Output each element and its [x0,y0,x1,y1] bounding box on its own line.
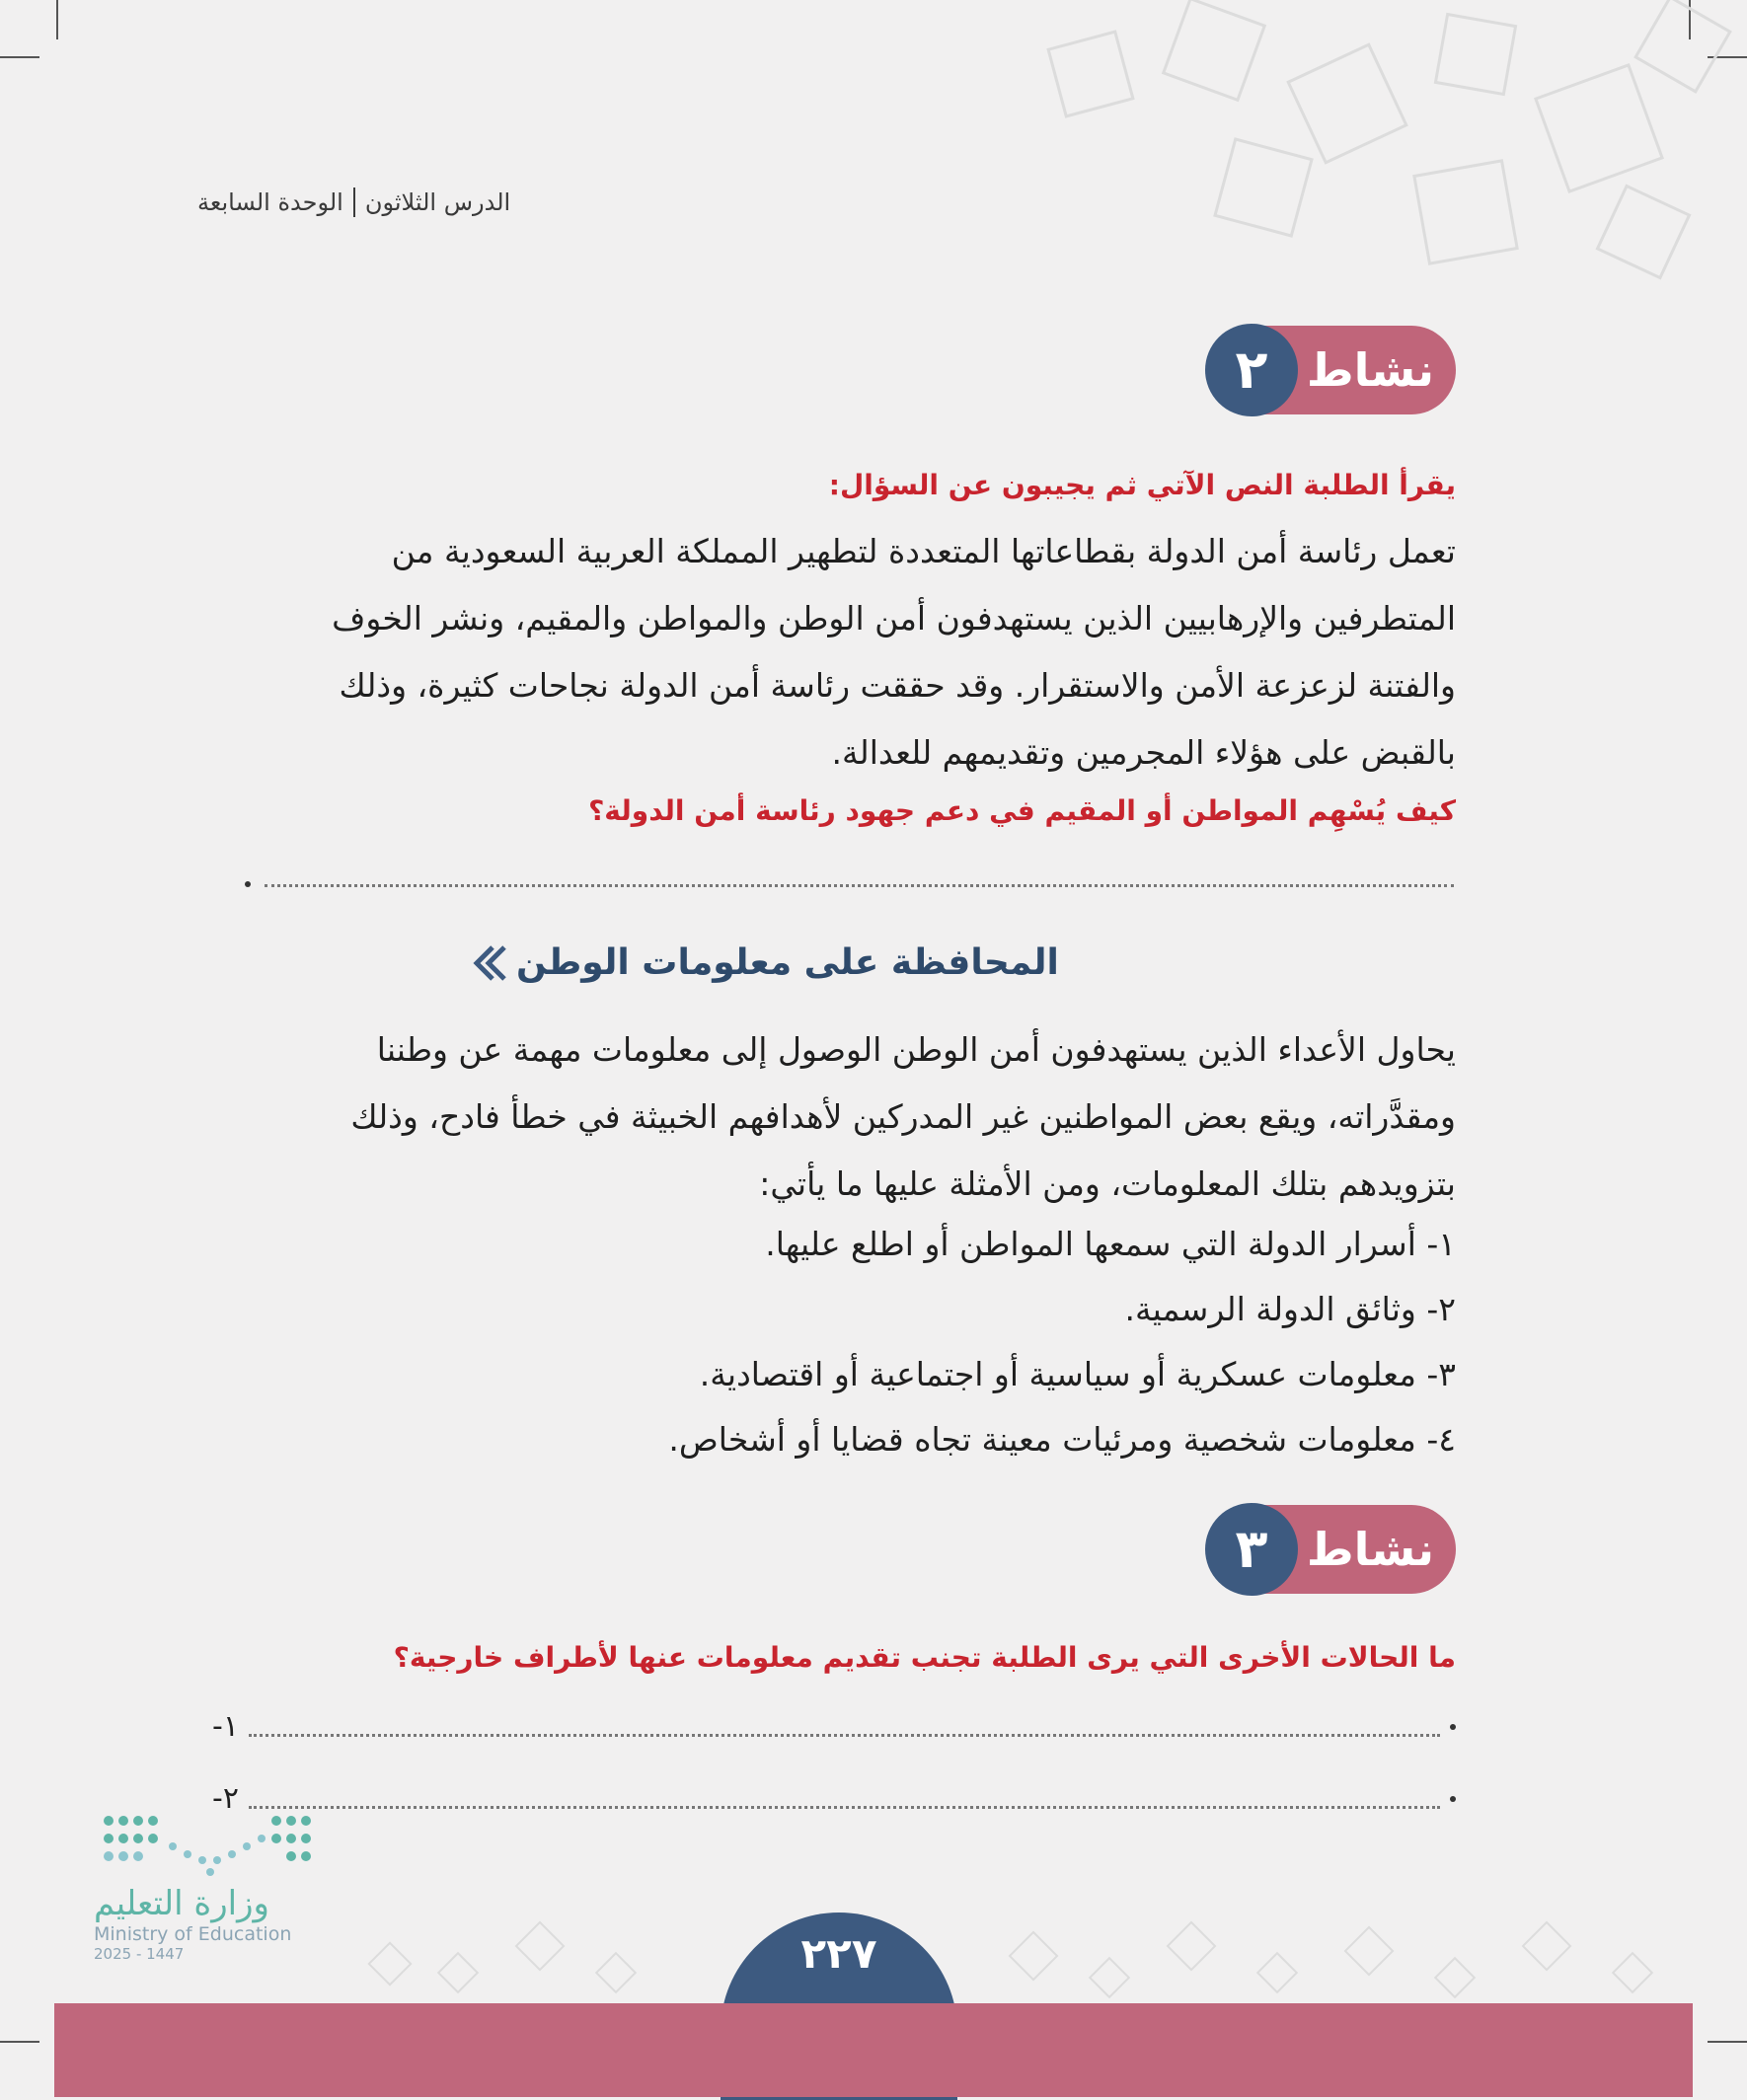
answer-line[interactable] [265,884,1454,887]
paragraph-line: يحاول الأعداء الذين يستهدفون أمن الوطن الوصول إلى معلومات مهمة عن وطننا [376,1030,1456,1069]
answer-line-end [245,881,251,887]
section-paragraph [210,1016,1456,1218]
examples-list [370,1212,1456,1472]
activity-2-instruction: يقرأ الطلبة النص الآتي ثم يجيبون عن السؤال: [828,469,1456,501]
answer-line[interactable] [249,1734,1440,1737]
page-number: ٢٢٧ [800,1929,877,1978]
paragraph-line: تعمل رئاسة أمن الدولة بقطاعاتها المتعددة لتطهير المملكة العربية السعودية من [391,532,1456,570]
ministry-name-arabic: وزارة التعليم [94,1884,269,1923]
answer-line[interactable] [249,1806,1440,1809]
section-title: المحافظة على معلومات الوطن [516,942,1059,983]
list-item: ٤- معلومات شخصية ومرئيات معينة تجاه قضايا أو أشخاص. [668,1420,1456,1459]
paragraph-line: المتطرفين والإرهابيين الذين يستهدفون أمن الوطن والمواطن والمقيم، ونشر الخوف [332,599,1456,638]
ministry-logo [94,1811,331,1963]
paragraph-line: والفتنة لزعزعة الأمن والاستقرار. وقد حققت رئاسة أمن الدولة نجاحات كثيرة، وذلك [339,666,1456,705]
list-item: ٢- وثائق الدولة الرسمية. [1124,1290,1456,1328]
activity-number: ٣ [1205,1503,1298,1596]
list-item: ٣- معلومات عسكرية أو سياسية أو اجتماعية أو اقتصادية. [699,1355,1456,1393]
activity-2-question: كيف يُسْهِم المواطن أو المقيم في دعم جهود رئاسة أمن الدولة؟ [588,794,1456,827]
activity-3-badge [1199,1505,1456,1594]
activity-number: ٢ [1205,324,1298,416]
paragraph-line: بتزويدهم بتلك المعلومات، ومن الأمثلة عليها ما يأتي: [759,1164,1456,1203]
edition-year: 2025 - 1447 [94,1945,185,1963]
activity-3-question: ما الحالات الأخرى التي يرى الطلبة تجنب تقديم معلومات عنها لأطراف خارجية؟ [393,1641,1456,1674]
answer-line-end [1450,1724,1456,1730]
answer-line-end [1450,1796,1456,1802]
footer-band [54,2003,1693,2097]
running-header [197,188,612,217]
ministry-dots-icon [94,1811,321,1880]
list-item: ١- أسرار الدولة التي سمعها المواطن أو اطلع عليها. [765,1225,1456,1263]
activity-label: نشاط [1306,1523,1434,1576]
answer-number: ١- [212,1709,239,1744]
activity-2-badge [1209,326,1456,414]
section-heading [469,942,1456,983]
header-separator [353,188,355,217]
crop-mark [1708,2041,1747,2043]
paragraph-line: ومقدَّراته، ويقع بعض المواطنين غير المدركين لأهدافهم الخبيثة في خطأ فادح، وذلك [350,1097,1456,1136]
paragraph-line: بالقبض على هؤلاء المجرمين وتقديمهم للعدالة. [831,733,1456,772]
crop-mark [56,0,58,39]
unit-label: الوحدة السابعة [197,188,343,216]
footer-pattern [326,1890,1688,2003]
decorative-pattern [977,0,1747,296]
answer-row-1 [212,1709,1456,1744]
answer-number: ٢- [212,1781,239,1816]
activity-label: نشاط [1306,343,1434,397]
activity-2-paragraph [210,518,1456,787]
crop-mark [0,2041,39,2043]
lesson-label: الدرس الثلاثون [364,188,511,216]
answer-row-2 [212,1781,1456,1816]
ministry-name-english: Ministry of Education [94,1923,292,1945]
crop-mark [0,56,39,58]
double-chevron-icon [469,943,508,983]
